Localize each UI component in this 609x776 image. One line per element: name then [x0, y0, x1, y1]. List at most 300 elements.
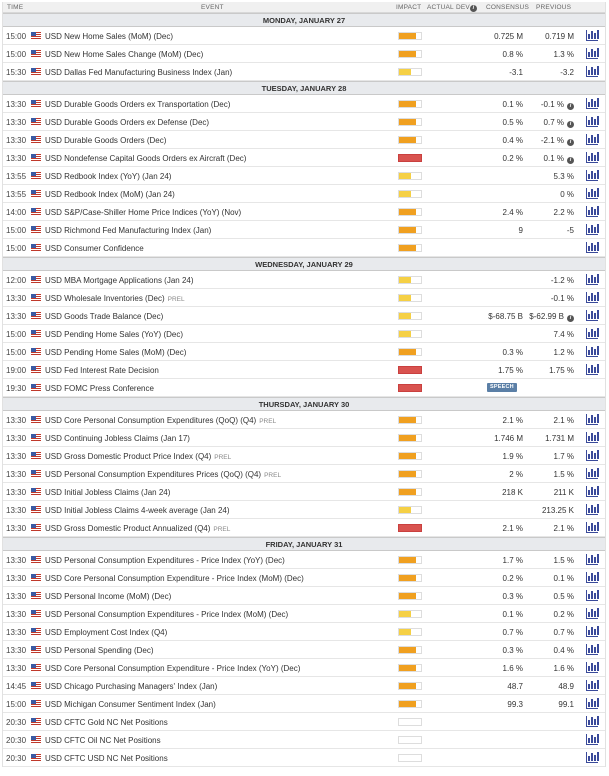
event-title[interactable]: Employment Cost Index (Q4) — [64, 628, 168, 637]
us-flag-icon — [31, 452, 41, 459]
bar-chart-icon[interactable] — [586, 224, 598, 235]
event-title[interactable]: Core Personal Consumption Expenditure - Price Index (MoM) (Dec) — [64, 574, 304, 583]
event-title[interactable]: Core Personal Consumption Expenditure - Price Index (YoY) (Dec) — [64, 664, 301, 673]
impact-indicator — [398, 100, 422, 108]
previous-value — [527, 556, 574, 565]
event-name[interactable] — [45, 330, 183, 339]
event-name[interactable] — [45, 736, 161, 745]
bar-chart-icon[interactable] — [586, 30, 598, 41]
bar-chart-icon[interactable] — [586, 364, 598, 375]
us-flag-icon — [31, 294, 41, 301]
event-row[interactable] — [3, 149, 605, 167]
event-time: 15:00 — [6, 244, 27, 253]
prel-badge: PREL — [214, 454, 232, 461]
event-name[interactable] — [45, 452, 231, 461]
dev-column-header[interactable]: DEV — [456, 4, 470, 11]
event-currency: USD — [45, 294, 62, 303]
info-icon[interactable]: i — [470, 4, 477, 12]
event-name[interactable] — [45, 610, 288, 619]
event-name[interactable] — [45, 136, 166, 145]
previous-text: 0.7 % — [543, 118, 564, 127]
info-icon[interactable]: i — [567, 315, 574, 322]
event-name[interactable] — [45, 416, 276, 425]
info-icon[interactable]: i — [567, 121, 574, 128]
us-flag-icon — [31, 416, 41, 423]
info-icon[interactable]: i — [567, 139, 574, 146]
bar-chart-icon[interactable] — [586, 188, 598, 199]
consensus-value: 0.725 M — [494, 32, 523, 41]
event-currency: USD — [45, 154, 62, 163]
event-currency: USD — [45, 50, 62, 59]
consensus-value: -3.1 — [509, 68, 523, 77]
bar-chart-icon[interactable] — [586, 66, 598, 77]
previous-text: -1.2 % — [550, 276, 574, 285]
event-title[interactable]: FOMC Press Conference — [64, 384, 154, 393]
event-title[interactable]: Richmond Fed Manufacturing Index (Jan) — [64, 226, 212, 235]
consensus-value: 0.8 % — [502, 50, 523, 59]
event-currency: USD — [45, 226, 62, 235]
previous-text: 1.7 % — [553, 452, 574, 461]
info-icon[interactable]: i — [567, 157, 574, 164]
event-row[interactable] — [3, 465, 605, 483]
event-name[interactable] — [45, 294, 185, 303]
previous-text: 1.2 % — [553, 348, 574, 357]
event-currency: USD — [45, 718, 62, 727]
event-row[interactable] — [3, 307, 605, 325]
event-time: 15:00 — [6, 32, 27, 41]
event-time: 13:30 — [6, 628, 27, 637]
event-currency: USD — [45, 682, 62, 691]
us-flag-icon — [31, 718, 41, 725]
consensus-value: 48.7 — [507, 682, 523, 691]
event-row[interactable] — [3, 239, 605, 257]
event-name[interactable] — [45, 592, 171, 601]
consensus-value: 0.1 % — [502, 610, 523, 619]
impact-indicator — [398, 154, 422, 162]
event-name[interactable] — [45, 646, 154, 655]
event-name[interactable] — [45, 682, 217, 691]
event-row[interactable] — [3, 731, 605, 749]
us-flag-icon — [31, 190, 41, 197]
event-name[interactable] — [45, 664, 300, 673]
event-time: 13:55 — [6, 172, 27, 181]
event-name[interactable] — [45, 276, 194, 285]
previous-text: -0.1 % — [540, 100, 564, 109]
event-name[interactable] — [45, 434, 190, 443]
event-row[interactable] — [3, 695, 605, 713]
impact-indicator — [398, 754, 422, 762]
event-row[interactable] — [3, 483, 605, 501]
event-name[interactable] — [45, 628, 167, 637]
event-title[interactable]: Redbook Index (MoM) (Jan 24) — [64, 190, 175, 199]
impact-indicator — [398, 50, 422, 58]
us-flag-icon — [31, 646, 41, 653]
event-title[interactable]: Continuing Jobless Claims (Jan 17) — [64, 434, 190, 443]
event-title[interactable]: Pending Home Sales (YoY) (Dec) — [64, 330, 183, 339]
previous-value — [527, 226, 574, 235]
event-currency: USD — [45, 664, 62, 673]
event-row[interactable] — [3, 749, 605, 767]
event-time: 13:30 — [6, 592, 27, 601]
event-time: 15:00 — [6, 348, 27, 357]
day-header: FRIDAY, JANUARY 31 — [3, 537, 605, 551]
previous-text: 1.731 M — [545, 434, 574, 443]
previous-value — [527, 574, 574, 583]
event-time: 13:30 — [6, 664, 27, 673]
event-title[interactable]: Durable Goods Orders ex Transportation (Dec) — [64, 100, 231, 109]
previous-text: 1.3 % — [553, 50, 574, 59]
bar-chart-icon[interactable] — [586, 242, 598, 253]
event-time: 15:00 — [6, 50, 27, 59]
previous-value — [527, 664, 574, 673]
event-row[interactable] — [3, 569, 605, 587]
event-title[interactable]: Gross Domestic Product Annualized (Q4) — [64, 524, 211, 533]
consensus-value: 0.3 % — [502, 348, 523, 357]
event-row[interactable] — [3, 379, 605, 397]
bar-chart-icon[interactable] — [586, 716, 598, 727]
event-title[interactable]: Core Personal Consumption Expenditures (QoQ) (Q4) — [64, 416, 257, 425]
event-time: 13:30 — [6, 646, 27, 655]
previous-value — [527, 32, 574, 41]
bar-chart-icon[interactable] — [586, 48, 598, 59]
event-title[interactable]: Durable Goods Orders (Dec) — [64, 136, 167, 145]
event-title[interactable]: Redbook Index (YoY) (Jan 24) — [64, 172, 172, 181]
bar-chart-icon[interactable] — [586, 608, 598, 619]
bar-chart-icon[interactable] — [586, 170, 598, 181]
bar-chart-icon[interactable] — [586, 292, 598, 303]
event-name[interactable] — [45, 524, 230, 533]
event-title[interactable]: Fed Interest Rate Decision — [64, 366, 159, 375]
event-name[interactable] — [45, 118, 209, 127]
consensus-value: 0.2 % — [502, 154, 523, 163]
bar-chart-icon[interactable] — [586, 414, 598, 425]
event-row[interactable] — [3, 113, 605, 131]
event-currency: USD — [45, 434, 62, 443]
previous-text: 2.1 % — [553, 416, 574, 425]
previous-text: 0.5 % — [553, 592, 574, 601]
event-name[interactable] — [45, 208, 241, 217]
us-flag-icon — [31, 506, 41, 513]
impact-indicator — [398, 574, 422, 582]
us-flag-icon — [31, 50, 41, 57]
event-row[interactable] — [3, 325, 605, 343]
previous-value — [527, 434, 574, 443]
consensus-value: 2 % — [509, 470, 523, 479]
previous-value — [527, 348, 574, 357]
event-name[interactable] — [45, 32, 173, 41]
consensus-value: 99.3 — [507, 700, 523, 709]
event-row[interactable] — [3, 641, 605, 659]
event-row[interactable] — [3, 623, 605, 641]
bar-chart-icon[interactable] — [586, 206, 598, 217]
event-title[interactable]: Gross Domestic Product Price Index (Q4) — [64, 452, 212, 461]
event-currency: USD — [45, 736, 62, 745]
bar-chart-icon[interactable] — [586, 734, 598, 745]
consensus-value: $-68.75 B — [488, 312, 523, 321]
event-time: 13:55 — [6, 190, 27, 199]
event-title[interactable]: Durable Goods Orders ex Defense (Dec) — [64, 118, 210, 127]
us-flag-icon — [31, 32, 41, 39]
previous-value — [527, 294, 574, 303]
bar-chart-icon[interactable] — [586, 680, 598, 691]
event-title[interactable]: CFTC Oil NC Net Positions — [64, 736, 161, 745]
event-title[interactable]: Consumer Confidence — [64, 244, 144, 253]
event-time: 13:30 — [6, 488, 27, 497]
bar-chart-icon[interactable] — [586, 522, 598, 533]
event-title[interactable]: Chicago Purchasing Managers' Index (Jan) — [64, 682, 218, 691]
bar-chart-icon[interactable] — [586, 644, 598, 655]
event-name[interactable] — [45, 154, 246, 163]
previous-text: 1.6 % — [553, 664, 574, 673]
event-row[interactable] — [3, 271, 605, 289]
event-row[interactable] — [3, 343, 605, 361]
us-flag-icon — [31, 118, 41, 125]
event-name[interactable] — [45, 348, 186, 357]
event-name[interactable] — [45, 488, 170, 497]
bar-chart-icon[interactable] — [586, 152, 598, 163]
consensus-value: 1.75 % — [498, 366, 523, 375]
us-flag-icon — [31, 348, 41, 355]
event-currency: USD — [45, 276, 62, 285]
event-title[interactable]: Personal Consumption Expenditures - Price Index (YoY) (Dec) — [64, 556, 285, 565]
impact-indicator — [398, 312, 422, 320]
event-title[interactable]: Personal Income (MoM) (Dec) — [64, 592, 172, 601]
event-row[interactable] — [3, 289, 605, 307]
impact-indicator — [398, 416, 422, 424]
consensus-value: 1.746 M — [494, 434, 523, 443]
bar-chart-icon[interactable] — [586, 752, 598, 763]
event-title[interactable]: Goods Trade Balance (Dec) — [64, 312, 164, 321]
event-row[interactable] — [3, 501, 605, 519]
event-currency: USD — [45, 68, 62, 77]
event-title[interactable]: Michigan Consumer Sentiment Index (Jan) — [64, 700, 216, 709]
economic-calendar — [2, 2, 606, 767]
impact-indicator — [398, 118, 422, 126]
event-name[interactable] — [45, 226, 211, 235]
event-title[interactable]: Nondefense Capital Goods Orders ex Aircraft (Dec) — [64, 154, 247, 163]
bar-chart-icon[interactable] — [586, 590, 598, 601]
bar-chart-icon[interactable] — [586, 450, 598, 461]
bar-chart-icon[interactable] — [586, 626, 598, 637]
event-name[interactable] — [45, 718, 168, 727]
impact-indicator — [398, 190, 422, 198]
impact-indicator — [398, 646, 422, 654]
event-currency: USD — [45, 646, 62, 655]
event-row[interactable] — [3, 63, 605, 81]
event-name[interactable] — [45, 100, 230, 109]
event-currency: USD — [45, 470, 62, 479]
event-row[interactable] — [3, 411, 605, 429]
event-title[interactable]: Personal Spending (Dec) — [64, 646, 154, 655]
prel-badge: PREL — [213, 526, 231, 533]
event-row[interactable] — [3, 221, 605, 239]
impact-column-header[interactable]: IMPACT — [396, 4, 422, 11]
previous-text: 2.2 % — [553, 208, 574, 217]
event-title[interactable]: Personal Consumption Expenditures Prices (QoQ) (Q4) — [64, 470, 262, 479]
consensus-value: 1.6 % — [502, 664, 523, 673]
event-currency: USD — [45, 208, 62, 217]
bar-chart-icon[interactable] — [586, 554, 598, 565]
impact-indicator — [398, 488, 422, 496]
us-flag-icon — [31, 524, 41, 531]
event-row[interactable] — [3, 713, 605, 731]
bar-chart-icon[interactable] — [586, 116, 598, 127]
event-name[interactable] — [45, 470, 281, 479]
event-title[interactable]: CFTC USD NC Net Positions — [64, 754, 168, 763]
event-time: 13:30 — [6, 154, 27, 163]
event-column-header[interactable]: EVENT — [201, 4, 224, 11]
event-title[interactable]: Pending Home Sales (MoM) (Dec) — [64, 348, 187, 357]
impact-indicator — [398, 610, 422, 618]
event-name[interactable] — [45, 312, 163, 321]
impact-indicator — [398, 434, 422, 442]
impact-indicator — [398, 592, 422, 600]
impact-indicator — [398, 366, 422, 374]
bar-chart-icon[interactable] — [586, 572, 598, 583]
event-row[interactable] — [3, 95, 605, 113]
event-currency: USD — [45, 488, 62, 497]
event-title[interactable]: Dallas Fed Manufacturing Business Index (Jan) — [64, 68, 233, 77]
event-row[interactable] — [3, 677, 605, 695]
bar-chart-icon[interactable] — [586, 346, 598, 357]
us-flag-icon — [31, 276, 41, 283]
event-time: 15:00 — [6, 330, 27, 339]
event-name[interactable] — [45, 172, 171, 181]
previous-value — [527, 100, 574, 110]
event-title[interactable]: S&P/Case-Shiller Home Price Indices (YoY) (Nov) — [64, 208, 242, 217]
event-name[interactable] — [45, 556, 285, 565]
event-title[interactable]: Wholesale Inventories (Dec) — [64, 294, 165, 303]
event-title[interactable]: New Home Sales Change (MoM) (Dec) — [64, 50, 204, 59]
previous-value — [527, 646, 574, 655]
previous-text: 1.5 % — [553, 556, 574, 565]
previous-column-header[interactable]: PREVIOUS — [536, 4, 572, 11]
bar-chart-icon[interactable] — [586, 468, 598, 479]
previous-text: 0.1 % — [553, 574, 574, 583]
previous-value — [527, 154, 574, 164]
us-flag-icon — [31, 610, 41, 617]
bar-chart-icon[interactable] — [586, 504, 598, 515]
impact-indicator — [398, 384, 422, 392]
previous-text: -2.1 % — [540, 136, 564, 145]
consensus-value: 1.7 % — [502, 556, 523, 565]
event-currency: USD — [45, 610, 62, 619]
bar-chart-icon[interactable] — [586, 698, 598, 709]
event-row[interactable] — [3, 27, 605, 45]
event-name[interactable] — [45, 506, 230, 515]
event-title[interactable]: Initial Jobless Claims 4-week average (Jan 24) — [64, 506, 230, 515]
us-flag-icon — [31, 208, 41, 215]
previous-value — [527, 524, 574, 533]
event-row[interactable] — [3, 659, 605, 677]
actual-column-header[interactable]: ACTUAL — [427, 4, 454, 11]
event-time: 13:30 — [6, 100, 27, 109]
previous-text: -5 — [566, 226, 574, 235]
bar-chart-icon[interactable] — [586, 134, 598, 145]
previous-value — [527, 452, 574, 461]
bar-chart-icon[interactable] — [586, 98, 598, 109]
event-title[interactable]: Initial Jobless Claims (Jan 24) — [64, 488, 171, 497]
us-flag-icon — [31, 628, 41, 635]
event-row[interactable] — [3, 605, 605, 623]
event-time: 14:00 — [6, 208, 27, 217]
bar-chart-icon[interactable] — [586, 328, 598, 339]
bar-chart-icon[interactable] — [586, 432, 598, 443]
us-flag-icon — [31, 172, 41, 179]
previous-text: 0.4 % — [553, 646, 574, 655]
previous-text: 7.4 % — [553, 330, 574, 339]
event-row[interactable] — [3, 361, 605, 379]
event-row[interactable] — [3, 429, 605, 447]
event-name[interactable] — [45, 700, 216, 709]
event-row[interactable] — [3, 45, 605, 63]
event-title[interactable]: MBA Mortgage Applications (Jan 24) — [64, 276, 194, 285]
event-row[interactable] — [3, 167, 605, 185]
us-flag-icon — [31, 470, 41, 477]
event-title[interactable]: New Home Sales (MoM) (Dec) — [64, 32, 174, 41]
event-name[interactable] — [45, 190, 175, 199]
consensus-value: 0.1 % — [502, 100, 523, 109]
event-time: 15:30 — [6, 68, 27, 77]
bar-chart-icon[interactable] — [586, 274, 598, 285]
info-icon[interactable]: i — [567, 103, 574, 110]
impact-indicator — [398, 136, 422, 144]
event-name[interactable] — [45, 574, 304, 583]
event-currency: USD — [45, 384, 62, 393]
impact-indicator — [398, 294, 422, 302]
previous-value — [527, 276, 574, 285]
consensus-value: 0.7 % — [502, 628, 523, 637]
time-column-header[interactable]: TIME — [7, 4, 24, 11]
previous-text: 0.7 % — [553, 628, 574, 637]
impact-indicator — [398, 226, 422, 234]
day-header: TUESDAY, JANUARY 28 — [3, 81, 605, 95]
event-row[interactable] — [3, 551, 605, 569]
speech-badge[interactable]: SPEECH — [487, 383, 517, 392]
event-row[interactable] — [3, 447, 605, 465]
event-row[interactable] — [3, 185, 605, 203]
event-title[interactable]: CFTC Gold NC Net Positions — [64, 718, 168, 727]
consensus-value: 218 K — [502, 488, 523, 497]
event-row[interactable] — [3, 587, 605, 605]
consensus-value: 1.9 % — [502, 452, 523, 461]
us-flag-icon — [31, 154, 41, 161]
event-name[interactable] — [45, 244, 144, 253]
us-flag-icon — [31, 100, 41, 107]
event-name[interactable] — [45, 754, 168, 763]
event-time: 14:45 — [6, 682, 27, 691]
us-flag-icon — [31, 330, 41, 337]
us-flag-icon — [31, 556, 41, 563]
bar-chart-icon[interactable] — [586, 486, 598, 497]
event-name[interactable] — [45, 384, 154, 393]
previous-value — [527, 700, 574, 709]
event-row[interactable] — [3, 131, 605, 149]
event-row[interactable] — [3, 519, 605, 537]
event-name[interactable] — [45, 50, 203, 59]
previous-value — [527, 312, 574, 322]
consensus-value: 0.3 % — [502, 592, 523, 601]
event-name[interactable] — [45, 68, 232, 77]
event-row[interactable] — [3, 203, 605, 221]
event-title[interactable]: Personal Consumption Expenditures - Price Index (MoM) (Dec) — [64, 610, 289, 619]
event-name[interactable] — [45, 366, 159, 375]
bar-chart-icon[interactable] — [586, 310, 598, 321]
previous-value — [527, 488, 574, 497]
us-flag-icon — [31, 244, 41, 251]
consensus-column-header[interactable]: CONSENSUS — [486, 4, 529, 11]
bar-chart-icon[interactable] — [586, 662, 598, 673]
